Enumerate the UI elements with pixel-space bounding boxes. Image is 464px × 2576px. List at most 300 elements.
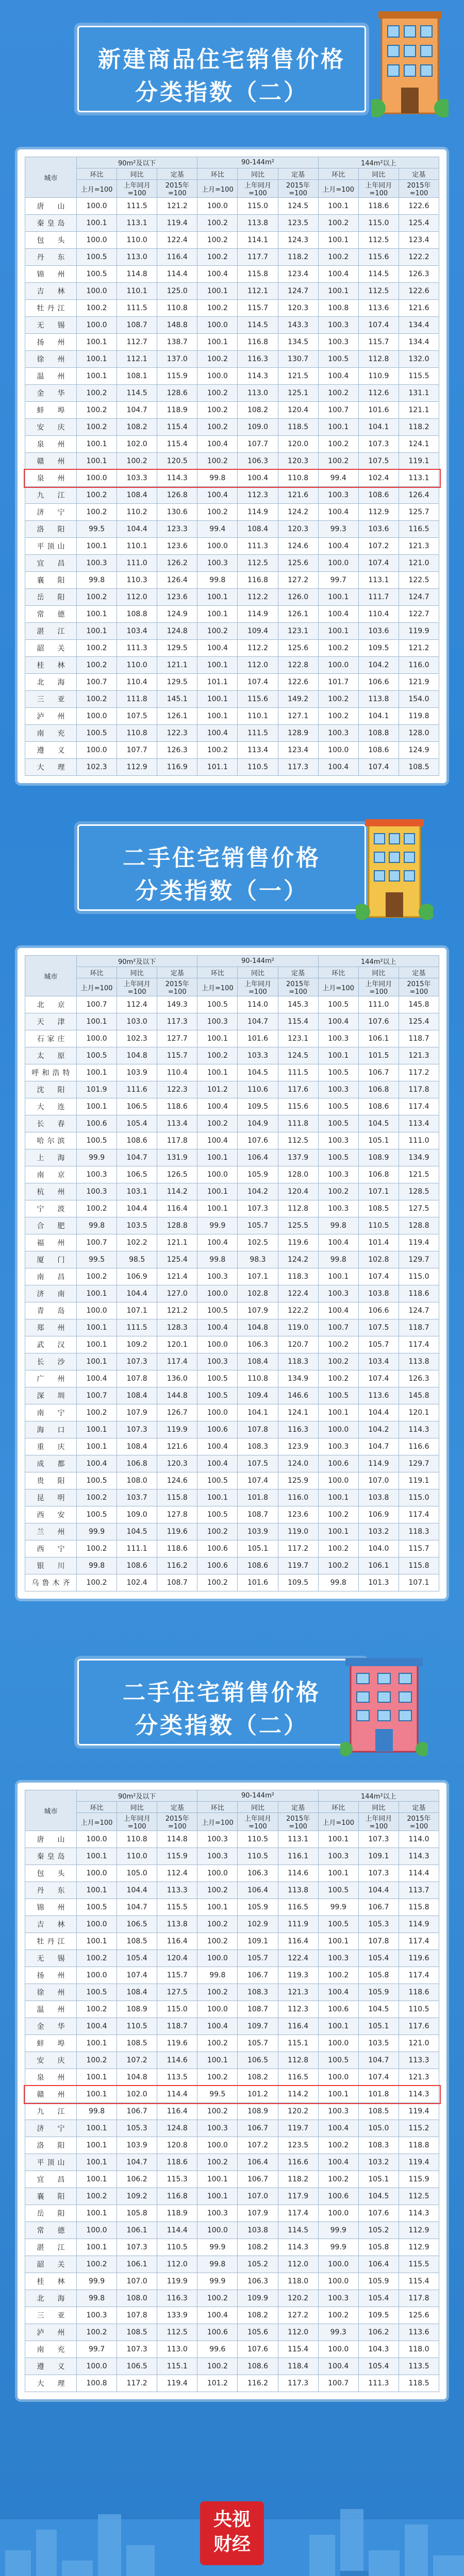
city-cell: 大 连 — [25, 1098, 77, 1115]
value-cell: 123.4 — [278, 742, 318, 759]
value-cell: 128.3 — [157, 1319, 197, 1336]
value-cell: 100.5 — [197, 1302, 238, 1319]
value-cell: 102.3 — [117, 1030, 157, 1047]
value-cell: 126.5 — [157, 1166, 197, 1183]
value-cell: 99.8 — [318, 1217, 358, 1234]
value-cell: 100.1 — [77, 215, 117, 232]
city-cell: 三 亚 — [25, 691, 77, 708]
value-cell: 105.1 — [358, 2171, 399, 2188]
value-cell: 100.6 — [318, 2001, 358, 2018]
value-cell: 108.2 — [238, 2239, 278, 2256]
value-cell: 118.4 — [278, 2358, 318, 2375]
value-cell: 116.3 — [238, 351, 278, 368]
value-cell: 100.1 — [77, 1319, 117, 1336]
table-row — [25, 317, 439, 334]
value-cell: 113.0 — [238, 385, 278, 402]
col-huanbi: 环比 — [197, 1802, 238, 1813]
col-prev-month: 上月=100 — [197, 978, 238, 996]
value-cell: 100.5 — [318, 1916, 358, 1933]
value-cell: 100.4 — [197, 1098, 238, 1115]
value-cell: 100.1 — [197, 1489, 238, 1506]
value-cell: 105.2 — [358, 2222, 399, 2239]
value-cell: 100.5 — [77, 1472, 117, 1489]
city-cell: 赣 州 — [25, 2086, 77, 2103]
city-cell: 深 圳 — [25, 1387, 77, 1404]
value-cell: 107.3 — [358, 1831, 399, 1848]
value-cell: 118.8 — [399, 2137, 439, 2154]
value-cell: 100.1 — [318, 1865, 358, 1882]
section2-title-line1: 二手住宅销售价格 — [123, 845, 321, 871]
value-cell: 105.8 — [358, 2239, 399, 2256]
value-cell: 100.1 — [77, 368, 117, 385]
table-row — [25, 589, 439, 606]
value-cell: 126.1 — [278, 606, 318, 623]
city-cell: 济 宁 — [25, 504, 77, 521]
section2-table — [25, 955, 439, 1591]
value-cell: 100.1 — [318, 1047, 358, 1064]
value-cell: 107.3 — [117, 1353, 157, 1370]
value-cell: 124.9 — [399, 742, 439, 759]
value-cell: 112.9 — [399, 2239, 439, 2256]
value-cell: 100.5 — [318, 1064, 358, 1081]
table-row — [25, 1064, 439, 1081]
value-cell: 100.1 — [77, 1013, 117, 1030]
value-cell: 123.1 — [278, 1030, 318, 1047]
value-cell: 106.1 — [117, 2256, 157, 2273]
city-cell: 三 亚 — [25, 2307, 77, 2324]
value-cell: 106.9 — [117, 1268, 157, 1285]
value-cell: 108.4 — [117, 1984, 157, 2001]
value-cell: 107.0 — [358, 1472, 399, 1489]
value-cell: 107.6 — [238, 1132, 278, 1149]
value-cell: 100.2 — [77, 1200, 117, 1217]
value-cell: 108.2 — [117, 419, 157, 436]
value-cell: 107.7 — [238, 436, 278, 453]
value-cell: 100.8 — [318, 300, 358, 317]
value-cell: 116.4 — [157, 2103, 197, 2120]
value-cell: 110.8 — [117, 1831, 157, 1848]
city-cell: 锦 州 — [25, 1899, 77, 1916]
value-cell: 118.5 — [399, 2375, 439, 2392]
section3-title-box — [77, 1659, 366, 1745]
table-row — [25, 2256, 439, 2273]
col-dingji: 定基 — [157, 967, 197, 978]
col-size-small: 90m²及以下 — [77, 956, 197, 967]
value-cell: 104.2 — [358, 657, 399, 674]
value-cell: 100.2 — [318, 453, 358, 470]
value-cell: 118.2 — [399, 419, 439, 436]
value-cell: 100.1 — [318, 1404, 358, 1421]
value-cell: 114.5 — [238, 317, 278, 334]
value-cell: 115.5 — [157, 1899, 197, 1916]
col-prev-month: 上月=100 — [77, 978, 117, 996]
value-cell: 100.1 — [318, 2086, 358, 2103]
value-cell: 102.0 — [117, 2086, 157, 2103]
value-cell: 100.1 — [77, 1064, 117, 1081]
col-prev-year: 上年同月=100 — [117, 978, 157, 996]
value-cell: 100.6 — [197, 1540, 238, 1557]
value-cell: 129.7 — [399, 1251, 439, 1268]
value-cell: 121.3 — [399, 2069, 439, 2086]
value-cell: 104.7 — [238, 1013, 278, 1030]
value-cell: 100.0 — [77, 232, 117, 249]
value-cell: 114.2 — [278, 2086, 318, 2103]
value-cell: 100.2 — [77, 2052, 117, 2069]
section3-header — [0, 1649, 464, 1772]
value-cell: 111.0 — [399, 1132, 439, 1149]
value-cell: 116.4 — [157, 249, 197, 266]
value-cell: 100.2 — [318, 1183, 358, 1200]
value-cell: 113.1 — [358, 572, 399, 589]
value-cell: 100.3 — [318, 1285, 358, 1302]
value-cell: 100.1 — [77, 453, 117, 470]
col-huanbi: 环比 — [77, 168, 117, 180]
value-cell: 99.7 — [77, 2341, 117, 2358]
value-cell: 114.4 — [399, 1865, 439, 1882]
value-cell: 129.5 — [157, 674, 197, 691]
table-row — [25, 1200, 439, 1217]
value-cell: 100.2 — [77, 589, 117, 606]
city-cell: 秦皇岛 — [25, 215, 77, 232]
table-row — [25, 674, 439, 691]
value-cell: 125.6 — [278, 555, 318, 572]
value-cell: 149.3 — [157, 996, 197, 1013]
value-cell: 108.5 — [117, 2324, 157, 2341]
value-cell: 100.4 — [318, 504, 358, 521]
table-row — [25, 2154, 439, 2171]
value-cell: 104.5 — [238, 1064, 278, 1081]
city-cell: 泸 州 — [25, 2324, 77, 2341]
value-cell: 117.4 — [399, 1506, 439, 1523]
value-cell: 100.4 — [318, 1984, 358, 2001]
value-cell: 123.4 — [399, 232, 439, 249]
table-row — [25, 419, 439, 436]
table-row — [25, 708, 439, 725]
table-row — [25, 198, 439, 215]
value-cell: 126.3 — [399, 1370, 439, 1387]
value-cell: 113.1 — [278, 1831, 318, 1848]
value-cell: 121.5 — [399, 1166, 439, 1183]
city-cell: 扬 州 — [25, 334, 77, 351]
city-cell: 南 充 — [25, 2341, 77, 2358]
table-row — [25, 1438, 439, 1455]
value-cell: 111.5 — [117, 198, 157, 215]
col-base: 2015年=100 — [278, 180, 318, 198]
value-cell: 116.5 — [278, 2069, 318, 2086]
value-cell: 115.1 — [157, 2358, 197, 2375]
value-cell: 118.6 — [157, 1540, 197, 1557]
value-cell: 101.7 — [318, 674, 358, 691]
value-cell: 107.3 — [358, 436, 399, 453]
value-cell: 129.5 — [157, 640, 197, 657]
value-cell: 117.6 — [399, 2018, 439, 2035]
value-cell: 100.4 — [197, 266, 238, 283]
value-cell: 108.9 — [238, 2103, 278, 2120]
table-row — [25, 1336, 439, 1353]
value-cell: 100.3 — [197, 555, 238, 572]
value-cell: 100.1 — [197, 2052, 238, 2069]
value-cell: 100.2 — [318, 1506, 358, 1523]
value-cell: 100.4 — [77, 2018, 117, 2035]
value-cell: 109.4 — [238, 623, 278, 640]
value-cell: 123.4 — [278, 266, 318, 283]
value-cell: 115.9 — [399, 2171, 439, 2188]
value-cell: 116.9 — [157, 759, 197, 776]
value-cell: 125.7 — [399, 504, 439, 521]
value-cell: 99.8 — [77, 572, 117, 589]
value-cell: 100.3 — [77, 2307, 117, 2324]
value-cell: 108.5 — [399, 759, 439, 776]
col-size-large: 144m²以上 — [318, 157, 439, 168]
value-cell: 100.5 — [318, 1149, 358, 1166]
value-cell: 104.2 — [238, 1183, 278, 1200]
value-cell: 100.2 — [318, 2171, 358, 2188]
table-row — [25, 691, 439, 708]
value-cell: 121.3 — [399, 1047, 439, 1064]
table-row — [25, 1149, 439, 1166]
value-cell: 109.5 — [358, 640, 399, 657]
value-cell: 107.4 — [117, 1967, 157, 1984]
table-row — [25, 1848, 439, 1865]
value-cell: 100.4 — [197, 2018, 238, 2035]
value-cell: 107.1 — [238, 1268, 278, 1285]
col-huanbi: 环比 — [318, 168, 358, 180]
table-row — [25, 1882, 439, 1899]
value-cell: 99.4 — [197, 521, 238, 538]
city-cell: 遵 义 — [25, 742, 77, 759]
value-cell: 100.2 — [318, 1967, 358, 1984]
value-cell: 111.0 — [358, 996, 399, 1013]
value-cell: 100.5 — [77, 1899, 117, 1916]
city-cell: 金 华 — [25, 385, 77, 402]
value-cell: 115.0 — [157, 2001, 197, 2018]
city-cell: 九 江 — [25, 2103, 77, 2120]
value-cell: 119.9 — [399, 623, 439, 640]
value-cell: 115.6 — [358, 249, 399, 266]
col-tongbi: 同比 — [238, 168, 278, 180]
city-cell: 广 州 — [25, 1370, 77, 1387]
table-row — [25, 283, 439, 300]
value-cell: 100.6 — [197, 1421, 238, 1438]
table-row — [25, 2358, 439, 2375]
value-cell: 113.3 — [399, 2052, 439, 2069]
value-cell: 100.2 — [197, 742, 238, 759]
value-cell: 107.8 — [358, 1933, 399, 1950]
city-cell: 锦 州 — [25, 266, 77, 283]
value-cell: 119.7 — [278, 2120, 318, 2137]
value-cell: 99.8 — [77, 1557, 117, 1574]
value-cell: 122.7 — [399, 606, 439, 623]
value-cell: 100.0 — [77, 317, 117, 334]
value-cell: 124.7 — [278, 283, 318, 300]
value-cell: 107.1 — [117, 1302, 157, 1319]
value-cell: 119.4 — [157, 2375, 197, 2392]
col-prev-year: 上年同月=100 — [117, 1813, 157, 1831]
value-cell: 107.4 — [358, 1268, 399, 1285]
value-cell: 117.3 — [157, 1013, 197, 1030]
col-tongbi: 同比 — [358, 967, 399, 978]
value-cell: 106.5 — [117, 1166, 157, 1183]
value-cell: 100.1 — [77, 623, 117, 640]
value-cell: 108.4 — [117, 1387, 157, 1404]
value-cell: 100.2 — [197, 623, 238, 640]
value-cell: 108.5 — [358, 1200, 399, 1217]
col-size-mid: 90-144m² — [197, 157, 318, 168]
value-cell: 124.6 — [278, 538, 318, 555]
value-cell: 110.0 — [117, 657, 157, 674]
value-cell: 100.0 — [197, 1865, 238, 1882]
value-cell: 100.2 — [197, 419, 238, 436]
value-cell: 100.2 — [77, 504, 117, 521]
table-row — [25, 1013, 439, 1030]
col-huanbi: 环比 — [318, 967, 358, 978]
value-cell: 100.2 — [77, 1540, 117, 1557]
value-cell: 128.9 — [278, 725, 318, 742]
value-cell: 105.7 — [238, 1217, 278, 1234]
table-row — [25, 1285, 439, 1302]
col-dingji: 定基 — [278, 967, 318, 978]
value-cell: 106.7 — [358, 1899, 399, 1916]
value-cell: 100.0 — [197, 1404, 238, 1421]
table-row — [25, 2035, 439, 2052]
value-cell: 111.5 — [117, 300, 157, 317]
table-row — [25, 2239, 439, 2256]
value-cell: 127.1 — [278, 708, 318, 725]
value-cell: 124.6 — [157, 1472, 197, 1489]
value-cell: 117.3 — [278, 759, 318, 776]
col-tongbi: 同比 — [117, 168, 157, 180]
value-cell: 128.8 — [157, 1217, 197, 1234]
value-cell: 123.6 — [278, 1506, 318, 1523]
col-dingji: 定基 — [399, 967, 439, 978]
value-cell: 100.3 — [197, 1013, 238, 1030]
value-cell: 113.6 — [358, 300, 399, 317]
section1-title-line1: 新建商品住宅销售价格 — [98, 46, 345, 73]
city-cell: 北 海 — [25, 674, 77, 691]
value-cell: 99.6 — [197, 2341, 238, 2358]
value-cell: 100.4 — [197, 1234, 238, 1251]
city-cell: 徐 州 — [25, 1984, 77, 2001]
value-cell: 111.6 — [117, 1081, 157, 1098]
value-cell: 102.4 — [358, 470, 399, 487]
value-cell: 100.2 — [197, 2358, 238, 2375]
value-cell: 100.4 — [197, 2307, 238, 2324]
table-row — [25, 1574, 439, 1591]
table-row — [25, 2001, 439, 2018]
table-row — [25, 2069, 439, 2086]
value-cell: 100.0 — [77, 470, 117, 487]
value-cell: 100.0 — [77, 198, 117, 215]
value-cell: 117.2 — [399, 1064, 439, 1081]
value-cell: 120.5 — [157, 453, 197, 470]
city-cell: 杭 州 — [25, 1183, 77, 1200]
value-cell: 99.8 — [197, 1251, 238, 1268]
value-cell: 100.1 — [197, 691, 238, 708]
value-cell: 100.2 — [77, 2001, 117, 2018]
value-cell: 100.1 — [77, 1848, 117, 1865]
value-cell: 103.1 — [117, 1183, 157, 1200]
value-cell: 116.4 — [278, 2018, 318, 2035]
table-row — [25, 1540, 439, 1557]
value-cell: 113.8 — [278, 1882, 318, 1899]
value-cell: 99.9 — [77, 1523, 117, 1540]
value-cell: 110.1 — [117, 538, 157, 555]
value-cell: 100.1 — [197, 1064, 238, 1081]
value-cell: 116.2 — [157, 1557, 197, 1574]
value-cell: 100.0 — [318, 1421, 358, 1438]
table-row-highlighted — [25, 470, 439, 487]
value-cell: 111.7 — [358, 589, 399, 606]
value-cell: 121.2 — [157, 1302, 197, 1319]
city-cell: 重 庆 — [25, 1438, 77, 1455]
value-cell: 131.1 — [399, 385, 439, 402]
value-cell: 106.4 — [238, 1882, 278, 1899]
city-cell: 常 德 — [25, 2222, 77, 2239]
value-cell: 99.3 — [318, 2324, 358, 2341]
value-cell: 100.0 — [318, 2273, 358, 2290]
value-cell: 117.4 — [399, 1336, 439, 1353]
value-cell: 106.6 — [358, 1302, 399, 1319]
value-cell: 107.5 — [358, 453, 399, 470]
value-cell: 122.4 — [278, 1285, 318, 1302]
value-cell: 100.5 — [77, 1506, 117, 1523]
value-cell: 114.4 — [157, 266, 197, 283]
city-cell: 西 宁 — [25, 1540, 77, 1557]
value-cell: 103.2 — [358, 2154, 399, 2171]
col-base: 2015年=100 — [157, 180, 197, 198]
value-cell: 100.2 — [77, 402, 117, 419]
value-cell: 100.0 — [77, 283, 117, 300]
value-cell: 110.8 — [157, 300, 197, 317]
value-cell: 122.6 — [399, 198, 439, 215]
city-cell: 合 肥 — [25, 1217, 77, 1234]
section2-table-card — [18, 948, 446, 1599]
value-cell: 100.2 — [77, 640, 117, 657]
city-cell: 南 充 — [25, 725, 77, 742]
value-cell: 100.6 — [318, 2188, 358, 2205]
col-size-small: 90m²及以下 — [77, 157, 197, 168]
value-cell: 99.9 — [318, 1899, 358, 1916]
city-cell: 温 州 — [25, 2001, 77, 2018]
value-cell: 125.9 — [278, 1472, 318, 1489]
value-cell: 123.3 — [157, 521, 197, 538]
value-cell: 100.7 — [318, 1319, 358, 1336]
value-cell: 130.6 — [157, 504, 197, 521]
value-cell: 100.5 — [318, 1882, 358, 1899]
city-cell: 银 川 — [25, 1557, 77, 1574]
value-cell: 105.2 — [238, 2256, 278, 2273]
value-cell: 101.8 — [238, 1489, 278, 1506]
value-cell: 106.3 — [238, 1336, 278, 1353]
value-cell: 154.0 — [399, 691, 439, 708]
value-cell: 114.6 — [157, 2052, 197, 2069]
value-cell: 107.4 — [238, 1472, 278, 1489]
value-cell: 100.3 — [318, 1950, 358, 1967]
value-cell: 100.4 — [318, 2358, 358, 2375]
value-cell: 111.5 — [117, 1319, 157, 1336]
value-cell: 117.7 — [238, 249, 278, 266]
value-cell: 107.0 — [117, 2273, 157, 2290]
value-cell: 100.2 — [318, 2307, 358, 2324]
city-cell: 济 宁 — [25, 2120, 77, 2137]
value-cell: 102.8 — [358, 1251, 399, 1268]
value-cell: 107.6 — [358, 1013, 399, 1030]
value-cell: 126.7 — [157, 1404, 197, 1421]
value-cell: 106.7 — [358, 1064, 399, 1081]
value-cell: 100.1 — [77, 2086, 117, 2103]
value-cell: 100.1 — [77, 2171, 117, 2188]
value-cell: 118.9 — [157, 2205, 197, 2222]
